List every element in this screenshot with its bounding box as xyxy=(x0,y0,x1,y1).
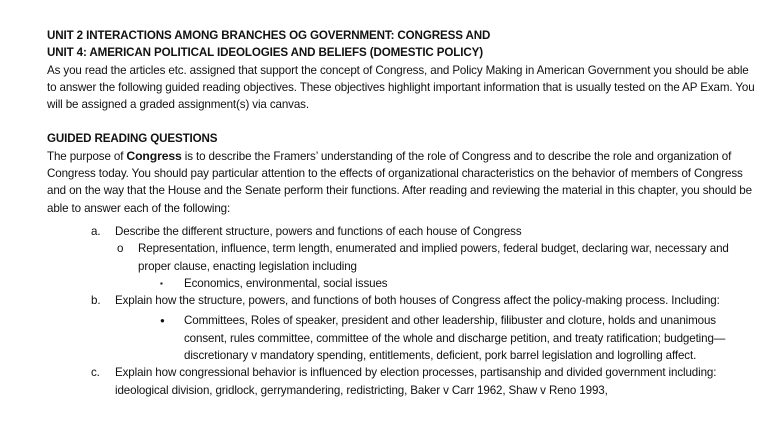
sub-sub-item-text: Economics, environmental, social issues xyxy=(184,276,388,290)
disc-bullet-icon: ● xyxy=(160,316,165,326)
list-marker: a. xyxy=(91,224,101,238)
square-bullet-icon: ▪ xyxy=(160,278,163,288)
bullet-item xyxy=(47,312,759,364)
section-heading: GUIDED READING QUESTIONS xyxy=(47,132,218,146)
list-item-a xyxy=(47,223,759,240)
spacer xyxy=(47,113,759,130)
purpose-keyword: Congress xyxy=(126,148,182,163)
list-item-text: Explain how congressional behavior is influenced by election processes, partisanship and divided government including: ideological division, gridlock, gerrymandering, redistricting, Baker v Carr 1962, Shaw v Reno 1993, xyxy=(115,366,717,397)
unit-title-line-1: UNIT 2 INTERACTIONS AMONG BRANCHES OG GOVERNMENT: CONGRESS AND xyxy=(47,29,491,42)
list-item-text: Describe the different structure, powers and functions of each house of Congress xyxy=(115,224,522,238)
document-body xyxy=(47,27,759,399)
sub-item xyxy=(47,240,759,275)
bullet-item-text: Committees, Roles of speaker, president and other leadership, filibuster and cloture, holds and unanimous consent, rules committee, committee of the whole and discharge petition, and treaty ratification; budgeting—discretionary v mandatory spending, entitlements, deficient, pork barrel legislation and logrolling affect. xyxy=(184,314,726,363)
list-marker: c. xyxy=(91,366,100,380)
sub-sub-item xyxy=(47,275,759,292)
circle-bullet-icon: o xyxy=(117,242,124,256)
purpose-lead: The purpose of xyxy=(47,149,127,163)
sub-item-text: Representation, influence, term length, enumerated and implied powers, federal budget, declaring war, necessary and proper clause, enacting legislation including xyxy=(138,242,729,273)
list-item-b xyxy=(47,292,759,309)
list-marker: b. xyxy=(91,294,101,308)
list-item-c xyxy=(47,364,759,399)
intro-paragraph: As you read the articles etc. assigned that support the concept of Congress, and Policy Making in American Government you should be able to answer the following guided reading objectives. These objectives highlight important information that is usually tested on the AP Exam. You will be assigned a graded assignment(s) via canvas. xyxy=(47,63,755,112)
list-item-text: Explain how the structure, powers, and functions of both houses of Congress affect the policy-making process. Including: xyxy=(115,294,720,308)
purpose-body: is to describe the Framers’ understanding of the role of Congress and to describe the role and organization of Congress today. You should pay particular attention to the effects of organizational characteristics on the behavior of members of Congress and on the way that the House and the Senate perform their functions. After reading and reviewing the material in this chapter, you should be able to answer each of the following: xyxy=(47,149,752,215)
objectives-list xyxy=(47,223,759,399)
unit-title-line-2: UNIT 4: AMERICAN POLITICAL IDEOLOGIES AND BELIEFS (DOMESTIC POLICY) xyxy=(47,46,483,60)
purpose-paragraph xyxy=(47,148,759,217)
